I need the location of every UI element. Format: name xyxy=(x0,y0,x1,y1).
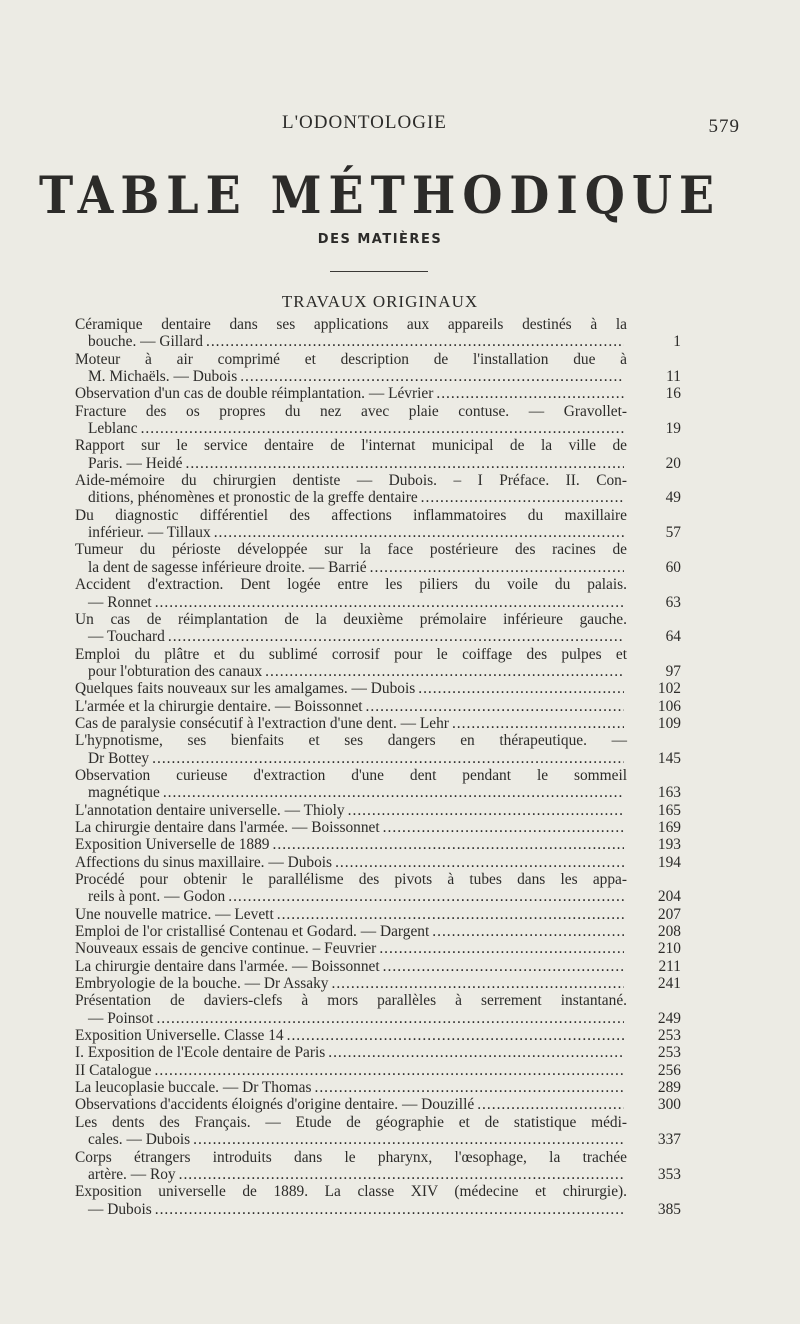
toc-entry xyxy=(75,1149,681,1184)
entry-title-line xyxy=(75,1079,627,1096)
toc-entry xyxy=(75,732,681,767)
dot-leader xyxy=(240,368,624,385)
toc-entry xyxy=(75,385,681,402)
entry-text: II Catalogue xyxy=(75,1061,152,1079)
page-number: 579 xyxy=(708,116,740,137)
entry-page-number: 60 xyxy=(665,558,681,576)
entry-page-number: 11 xyxy=(666,368,681,386)
entry-page-number: 241 xyxy=(657,975,681,993)
entry-page-number: 337 xyxy=(657,1131,681,1149)
toc-entry xyxy=(75,472,681,507)
entry-title-line xyxy=(75,455,627,472)
entry-text: I. Exposition de l'Ecole dentaire de Paris xyxy=(75,1044,326,1062)
dot-leader xyxy=(214,524,624,541)
entry-title-line xyxy=(75,784,627,801)
dot-leader xyxy=(155,1201,624,1218)
dot-leader xyxy=(432,923,624,940)
entry-title-line xyxy=(75,1027,627,1044)
dot-leader xyxy=(179,1166,624,1183)
entry-title-line xyxy=(75,628,627,645)
dot-leader xyxy=(348,802,624,819)
entry-title-line xyxy=(75,802,627,819)
entry-title-line: Céramique dentaire dans ses applications aux appareils destinés à la xyxy=(75,316,627,333)
entry-title-line xyxy=(75,1166,627,1183)
title-rule xyxy=(330,271,428,272)
entry-title-line xyxy=(75,680,627,697)
toc-entry xyxy=(75,767,681,802)
toc-entry xyxy=(75,698,681,715)
entry-text: — Dubois xyxy=(88,1200,152,1218)
dot-leader xyxy=(265,663,624,680)
entry-page-number: 256 xyxy=(657,1061,681,1079)
toc-entry xyxy=(75,1096,681,1113)
entry-text: — Touchard xyxy=(88,628,165,646)
entry-page-number: 106 xyxy=(657,697,681,715)
entry-page-number: 163 xyxy=(657,784,681,802)
entry-title-line: Du diagnostic différentiel des affections inflammatoires du maxillaire xyxy=(75,506,627,524)
toc-entry xyxy=(75,923,681,940)
entry-page-number: 63 xyxy=(665,593,681,611)
entry-page-number: 49 xyxy=(665,489,681,507)
entry-title-line: Tumeur du périoste développée sur la face postérieure des racines de xyxy=(75,541,627,559)
entry-title-line: Observation curieuse d'extraction d'une dent pendant le sommeil xyxy=(75,766,627,784)
toc-entry xyxy=(75,403,681,438)
entry-title-line xyxy=(75,906,627,923)
journal-title: L'ODONTOLOGIE xyxy=(282,112,447,133)
dot-leader xyxy=(163,784,624,801)
dot-leader xyxy=(366,698,624,715)
dot-leader xyxy=(418,680,624,697)
entry-text: Emploi de l'or cristallisé Contenau et Godard. — Dargent xyxy=(75,923,430,941)
toc-entry xyxy=(75,975,681,992)
entry-text: Exposition Universelle. Classe 14 xyxy=(75,1027,284,1045)
entry-title-line xyxy=(75,385,627,402)
entry-title-line xyxy=(75,594,627,611)
dot-leader xyxy=(383,819,624,836)
toc-entry xyxy=(75,715,681,732)
entry-title-line xyxy=(75,489,627,506)
section-heading: TRAVAUX ORIGINAUX xyxy=(281,292,479,311)
toc-entry xyxy=(75,507,681,542)
entry-title-line xyxy=(75,836,627,853)
toc-entry xyxy=(75,437,681,472)
toc-entry xyxy=(75,1044,681,1061)
entry-title-line xyxy=(75,1096,627,1113)
entry-title-line xyxy=(75,1010,627,1027)
toc-entry xyxy=(75,992,681,1027)
dot-leader xyxy=(421,489,624,506)
entry-text: Affections du sinus maxillaire. — Dubois xyxy=(75,853,333,871)
entry-page-number: 169 xyxy=(657,818,681,836)
entry-text: — Ronnet xyxy=(88,593,152,611)
entry-text: Cas de paralysie consécutif à l'extraction d'une dent. — Lehr xyxy=(75,714,449,732)
table-title: TABLE MÉTHODIQUE xyxy=(38,164,722,226)
entry-text: bouche. — Gillard xyxy=(88,333,203,351)
dot-leader xyxy=(141,420,624,437)
toc-entry xyxy=(75,958,681,975)
entry-text: Exposition Universelle de 1889 xyxy=(75,836,270,854)
entry-page-number: 211 xyxy=(658,957,681,975)
dot-leader xyxy=(331,975,624,992)
toc-entry xyxy=(75,646,681,681)
entry-title-line xyxy=(75,854,627,871)
entry-page-number: 289 xyxy=(657,1079,681,1097)
toc-entry xyxy=(75,541,681,576)
dot-leader xyxy=(436,385,624,402)
entry-page-number: 353 xyxy=(657,1165,681,1183)
entry-title-line xyxy=(75,750,627,767)
entry-text: La chirurgie dentaire dans l'armée. — Boissonnet xyxy=(75,818,380,836)
contents-list xyxy=(75,316,681,1218)
entry-title-line: Rapport sur le service dentaire de l'internat municipal de la ville de xyxy=(75,437,627,455)
toc-entry xyxy=(75,871,681,906)
toc-entry xyxy=(75,854,681,871)
dot-leader xyxy=(206,333,624,350)
entry-title-line: L'hypnotisme, ses bienfaits et ses dangers en thérapeutique. — xyxy=(75,732,627,750)
entry-title-line xyxy=(75,940,627,957)
toc-entry xyxy=(75,1062,681,1079)
entry-title-line xyxy=(75,1201,627,1218)
entry-text: Embryologie de la bouche. — Dr Assaky xyxy=(75,975,329,993)
dot-leader xyxy=(328,1044,624,1061)
entry-page-number: 57 xyxy=(665,524,681,542)
toc-entry xyxy=(75,819,681,836)
entry-title-line: Les dents des Français. — Etude de géographie et de statistique médi- xyxy=(75,1113,627,1131)
entry-title-line xyxy=(75,819,627,836)
entry-title-line xyxy=(75,368,627,385)
toc-entry xyxy=(75,1079,681,1096)
dot-leader xyxy=(477,1096,624,1113)
toc-entry xyxy=(75,836,681,853)
entry-text: Observation d'un cas de double réimplantation. — Lévrier xyxy=(75,385,434,403)
entry-text: Paris. — Heidé xyxy=(88,454,183,472)
entry-title-line: Fracture des os propres du nez avec plaie contuse. — Gravollet- xyxy=(75,402,627,420)
toc-entry xyxy=(75,1114,681,1149)
entry-title-line xyxy=(75,888,627,905)
dot-leader xyxy=(185,455,624,472)
dot-leader xyxy=(228,888,624,905)
dot-leader xyxy=(335,854,624,871)
dot-leader xyxy=(452,715,624,732)
entry-page-number: 109 xyxy=(657,714,681,732)
entry-title-line: Emploi du plâtre et du sublimé corrosif pour le coiffage des pulpes et xyxy=(75,645,627,663)
entry-page-number: 249 xyxy=(657,1009,681,1027)
entry-page-number: 102 xyxy=(657,680,681,698)
toc-entry xyxy=(75,351,681,386)
entry-page-number: 207 xyxy=(657,905,681,923)
entry-page-number: 210 xyxy=(657,940,681,958)
dot-leader xyxy=(287,1027,624,1044)
entry-title-line xyxy=(75,698,627,715)
dot-leader xyxy=(193,1131,624,1148)
entry-text: Quelques faits nouveaux sur les amalgames. — Dubois xyxy=(75,680,416,698)
toc-entry xyxy=(75,1027,681,1044)
entry-page-number: 300 xyxy=(657,1096,681,1114)
entry-page-number: 165 xyxy=(657,801,681,819)
entry-text: Observations d'accidents éloignés d'origine dentaire. — Douzillé xyxy=(75,1096,475,1114)
toc-entry xyxy=(75,906,681,923)
entry-title-line: Moteur à air comprimé et description de l'installation due à xyxy=(75,350,627,368)
entry-text: La chirurgie dentaire dans l'armée. — Boissonnet xyxy=(75,957,380,975)
entry-page-number: 204 xyxy=(657,888,681,906)
entry-title-line xyxy=(75,958,627,975)
entry-text: magnétique xyxy=(88,784,160,802)
entry-text: Nouveaux essais de gencive continue. – Feuvrier xyxy=(75,940,377,958)
entry-page-number: 253 xyxy=(657,1027,681,1045)
entry-text: Une nouvelle matrice. — Levett xyxy=(75,905,274,923)
dot-leader xyxy=(383,958,624,975)
dot-leader xyxy=(314,1079,624,1096)
toc-entry xyxy=(75,1183,681,1218)
entry-title-line xyxy=(75,1044,627,1061)
entry-page-number: 97 xyxy=(665,662,681,680)
entry-page-number: 1 xyxy=(673,333,681,351)
entry-title-line xyxy=(75,333,627,350)
dot-leader xyxy=(155,594,624,611)
entry-title-line: Un cas de réimplantation de la deuxième prémolaire inférieure gauche. xyxy=(75,610,627,628)
entry-text: La leucoplasie buccale. — Dr Thomas xyxy=(75,1079,312,1097)
toc-entry xyxy=(75,680,681,697)
dot-leader xyxy=(152,750,624,767)
entry-title-line xyxy=(75,559,627,576)
entry-text: L'armée et la chirurgie dentaire. — Boissonnet xyxy=(75,697,363,715)
entry-title-line xyxy=(75,923,627,940)
entry-text: Leblanc xyxy=(88,420,138,438)
entry-text: pour l'obturation des canaux xyxy=(88,662,263,680)
toc-entry xyxy=(75,940,681,957)
entry-title-line: Présentation de daviers-clefs à mors parallèles à serrement instantané. xyxy=(75,992,627,1010)
entry-page-number: 194 xyxy=(657,853,681,871)
entry-title-line xyxy=(75,1062,627,1079)
entry-page-number: 16 xyxy=(665,385,681,403)
entry-title-line xyxy=(75,975,627,992)
dot-leader xyxy=(168,628,624,645)
entry-text: M. Michaëls. — Dubois xyxy=(88,368,238,386)
toc-entry xyxy=(75,611,681,646)
toc-entry xyxy=(75,316,681,351)
entry-page-number: 193 xyxy=(657,836,681,854)
entry-text: inférieur. — Tillaux xyxy=(88,524,211,542)
entry-title-line: Corps étrangers introduits dans le pharynx, l'œsophage, la trachée xyxy=(75,1148,627,1166)
entry-text: cales. — Dubois xyxy=(88,1131,191,1149)
entry-text: — Poinsot xyxy=(88,1009,154,1027)
entry-title-line xyxy=(75,663,627,680)
entry-page-number: 64 xyxy=(665,628,681,646)
entry-title-line: Exposition universelle de 1889. La classe XIV (médecine et chirurgie). xyxy=(75,1183,627,1201)
entry-title-line xyxy=(75,420,627,437)
entry-text: Dr Bottey xyxy=(88,749,150,767)
toc-entry xyxy=(75,576,681,611)
entry-page-number: 19 xyxy=(665,420,681,438)
toc-entry xyxy=(75,802,681,819)
dot-leader xyxy=(156,1010,624,1027)
entry-text: ditions, phénomènes et pronostic de la greffe dentaire xyxy=(88,489,418,507)
entry-text: artère. — Roy xyxy=(88,1165,176,1183)
dot-leader xyxy=(277,906,624,923)
entry-page-number: 145 xyxy=(657,749,681,767)
entry-page-number: 208 xyxy=(657,923,681,941)
entry-text: la dent de sagesse inférieure droite. — Barrié xyxy=(88,558,367,576)
entry-title-line: Accident d'extraction. Dent logée entre les piliers du voile du palais. xyxy=(75,576,627,594)
entry-page-number: 385 xyxy=(657,1200,681,1218)
entry-text: reils à pont. — Godon xyxy=(88,888,226,906)
entry-text: L'annotation dentaire universelle. — Thioly xyxy=(75,801,345,819)
entry-page-number: 20 xyxy=(665,454,681,472)
table-subtitle: DES MATIÈRES xyxy=(317,232,443,247)
entry-title-line xyxy=(75,1131,627,1148)
dot-leader xyxy=(155,1062,625,1079)
entry-title-line: Procédé pour obtenir le parallélisme des pivots à tubes dans les appa- xyxy=(75,871,627,888)
dot-leader xyxy=(370,559,624,576)
entry-page-number: 253 xyxy=(657,1044,681,1062)
dot-leader xyxy=(379,940,624,957)
entry-title-line xyxy=(75,524,627,541)
entry-title-line xyxy=(75,715,627,732)
dot-leader xyxy=(273,836,625,853)
entry-title-line: Aide-mémoire du chirurgien dentiste — Dubois. – I Préface. II. Con- xyxy=(75,472,627,490)
